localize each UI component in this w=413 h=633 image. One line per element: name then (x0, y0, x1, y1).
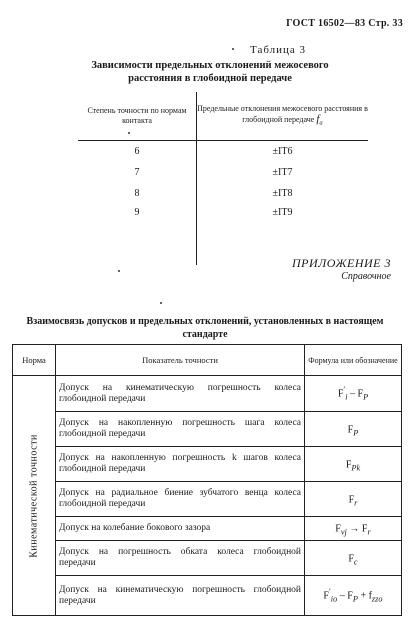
scan-speck (232, 48, 234, 50)
formula-cell (305, 541, 402, 576)
table-row (13, 541, 402, 576)
formula-cell (305, 376, 402, 412)
formula-cell (305, 412, 402, 447)
deviation-cell: ±IT7 (272, 167, 293, 178)
table-row (78, 183, 368, 204)
table-3 (78, 92, 368, 265)
main-table (12, 344, 402, 616)
appendix-subtitle: Справочное (341, 271, 391, 282)
grade-cell: 8 (78, 183, 197, 204)
table-3-header-row (78, 92, 368, 141)
formula-tail-subscript: zzo (371, 594, 383, 604)
formula-subscript: io (330, 594, 338, 604)
header-norm: Норма (13, 345, 56, 376)
formula-rest: – F (337, 590, 353, 602)
table-row (13, 576, 402, 616)
appendix-heading (292, 257, 391, 283)
scan-speck (128, 132, 130, 134)
indicator-cell: Допуск на радиальное биение зубчатого венца колеса глобоидной передачи (56, 482, 305, 517)
formula-symbol: F (323, 590, 329, 602)
formula-symbol: F (345, 459, 352, 471)
table-3-title-line1: Зависимости предельных отклонений межосевого (91, 60, 329, 71)
formula-symbol: F (348, 553, 354, 565)
table-3-col2-symbol: f (316, 112, 320, 125)
main-table-title-line2: стандарте (182, 329, 228, 340)
indicator-cell: Допуск на кинематическую погрешность колеса глобоидной передачи (56, 376, 305, 412)
deviation-cell: ±IT6 (272, 146, 293, 157)
table-row (78, 162, 368, 183)
formula-prime: ′ (328, 587, 331, 597)
indicator-cell: Допуск на погрешность обката колеса глобоидной передачи (56, 541, 305, 576)
table-3-col2-header (197, 92, 369, 141)
indicator-cell: Допуск на накопленную погрешность шага колеса глобоидной передачи (56, 412, 305, 447)
norm-cell (13, 376, 56, 616)
main-table-title (15, 315, 395, 341)
deviation-cell: ±IT9 (272, 207, 293, 218)
page-header: ГОСТ 16502—83 Стр. 33 (286, 18, 403, 29)
indicator-cell: Допуск на кинематическую погрешность глобоидной передачи (56, 576, 305, 616)
formula-cell (305, 482, 402, 517)
formula-cell (305, 447, 402, 482)
formula-subscript: r (354, 498, 358, 508)
indicator-cell: Допуск на колебание бокового зазора (56, 517, 305, 541)
formula-rest: → F (346, 523, 368, 535)
main-table-title-line1: Взаимосвязь допусков и предельных отклонений, установленных в настоящем (26, 316, 384, 327)
header-formula: Формула или обозначение (305, 345, 402, 376)
formula-symbol: F (337, 388, 344, 400)
formula-subscript: vj (340, 527, 347, 537)
table-row (13, 482, 402, 517)
appendix-title: ПРИЛОЖЕНИЕ 3 (292, 256, 391, 270)
formula-rest-subscript: P (352, 594, 358, 604)
formula-cell (305, 517, 402, 541)
table-3-title-line2: расстояния в глобоидной передаче (128, 73, 292, 84)
formula-symbol: F (348, 494, 355, 506)
table-3-col1-header: Степень точности по нормам контакта (78, 92, 197, 141)
deviation-cell: ±IT8 (272, 188, 293, 199)
formula-subscript: i (345, 392, 348, 402)
table-3-col2-header-text: Предельные отклонения межосевого расстояния в глобоидной передаче (197, 103, 368, 124)
indicator-cell: Допуск на накопленную погрешность k шагов колеса глобоидной передачи (56, 447, 305, 482)
table-3-title (60, 59, 360, 85)
formula-prime: ′ (343, 385, 346, 395)
formula-subscript: P (353, 428, 359, 438)
formula-symbol: F (347, 424, 354, 436)
table-row (13, 412, 402, 447)
scan-speck (118, 270, 120, 272)
table-3-label: Таблица 3 (250, 44, 307, 56)
formula-rest-subscript: r (367, 527, 371, 537)
header-indicator: Показатель точности (56, 345, 305, 376)
table-row (13, 517, 402, 541)
table-row (13, 376, 402, 412)
formula-subscript: c (353, 557, 358, 567)
table-row (78, 141, 368, 163)
formula-rest-subscript: P (363, 392, 369, 402)
formula-subscript: Pk (351, 463, 361, 473)
formula-tail: + f (357, 590, 372, 602)
grade-cell: 9 (78, 204, 197, 265)
grade-cell: 7 (78, 162, 197, 183)
formula-rest: – F (347, 388, 364, 400)
table-row (13, 447, 402, 482)
formula-cell (305, 576, 402, 616)
formula-symbol: F (335, 523, 341, 535)
main-table-header-row (13, 345, 402, 376)
grade-cell: 6 (78, 141, 197, 163)
norm-label: Кинематической точности (28, 433, 40, 558)
scan-speck (160, 302, 162, 304)
table-3-col2-symbol-sub: a (319, 119, 323, 127)
